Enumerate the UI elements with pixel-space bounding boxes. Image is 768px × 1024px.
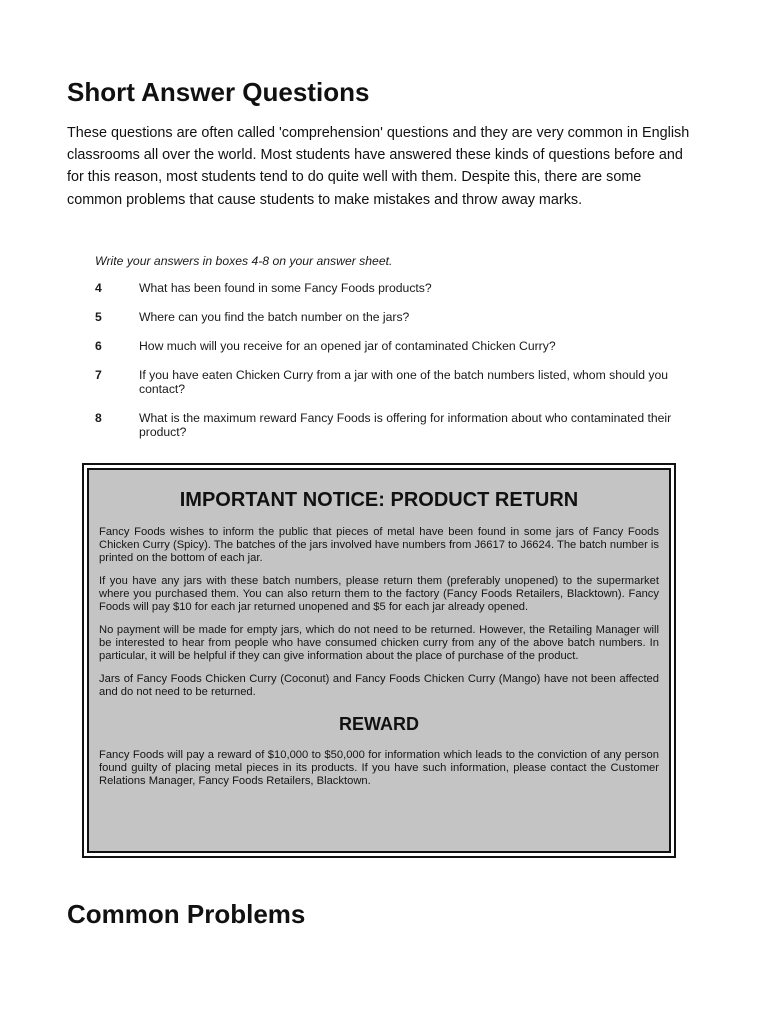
reward-paragraph: Fancy Foods will pay a reward of $10,000 to $50,000 for information which leads to the conviction of any person found guilty of placing metal pieces in its products. If you have such information, please contact the Customer Relations Manager, Fancy Foods Retailers, Blacktown.: [99, 749, 659, 787]
notice-paragraph: Jars of Fancy Foods Chicken Curry (Coconut) and Fancy Foods Chicken Curry (Mango) have not been affected and do not need to be returned.: [99, 673, 659, 698]
question-item: [95, 281, 675, 295]
notice-paragraph: Fancy Foods wishes to inform the public that pieces of metal have been found in some jars of Fancy Foods Chicken Curry (Spicy). The batches of the jars involved have numbers from J6617 to J6624. The batch number is printed on the bottom of each jar.: [99, 526, 659, 564]
question-text: What has been found in some Fancy Foods products?: [139, 281, 432, 295]
notice-title: IMPORTANT NOTICE: PRODUCT RETURN: [179, 489, 579, 511]
product-return-notice: [82, 463, 676, 858]
notice-paragraph: If you have any jars with these batch numbers, please return them (preferably unopened) to the supermarket where you purchased them. You can also return them to the factory (Fancy Foods Retailers, Blacktown). Fancy Foods will pay $10 for each jar returned unopened and $5 for each jar already opened.: [99, 575, 659, 613]
question-number: 8: [95, 411, 102, 425]
question-item: [95, 310, 675, 324]
notice-paragraph: No payment will be made for empty jars, which do not need to be returned. However, the Retailing Manager will be interested to hear from people who have consumed chicken curry from any of the above batch numbers. In particular, it will be helpful if they can give information about the place of purchase of the product.: [99, 624, 659, 662]
question-text: What is the maximum reward Fancy Foods is offering for information about who contaminated their product?: [139, 411, 672, 439]
question-item: [95, 411, 675, 439]
question-number: 7: [95, 368, 102, 382]
question-item: [95, 339, 675, 353]
question-item: [95, 368, 675, 396]
section-title: Common Problems: [67, 899, 306, 929]
notice-panel: [87, 468, 671, 853]
question-list: [95, 253, 675, 454]
question-number: 6: [95, 339, 102, 353]
question-instruction: Write your answers in boxes 4-8 on your answer sheet.: [95, 254, 393, 268]
question-number: 5: [95, 310, 102, 324]
question-number: 4: [95, 281, 102, 295]
intro-paragraph: These questions are often called 'comprehension' questions and they are very common in English classrooms all over the world. Most students have answered these kinds of questions before and for this reason, most students tend to do quite well with them. Despite this, there are some common problems that cause students to make mistakes and throw away marks.: [67, 125, 690, 208]
page-title: Short Answer Questions: [67, 77, 370, 107]
question-text: If you have eaten Chicken Curry from a jar with one of the batch numbers listed, whom should you contact?: [139, 368, 669, 396]
question-text: How much will you receive for an opened jar of contaminated Chicken Curry?: [139, 339, 556, 353]
question-text: Where can you find the batch number on the jars?: [139, 310, 410, 324]
reward-title: REWARD: [339, 714, 419, 734]
